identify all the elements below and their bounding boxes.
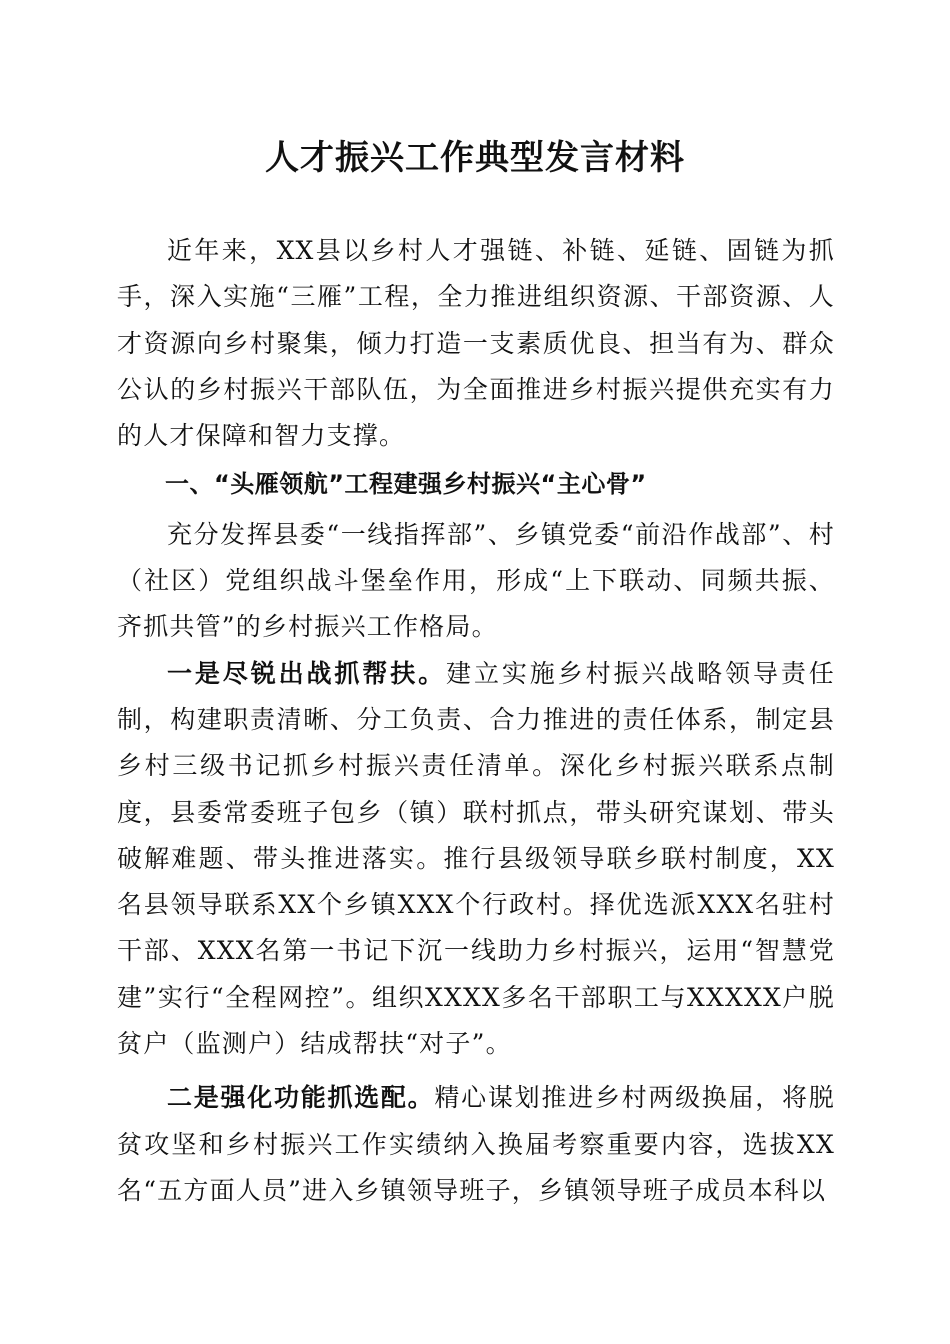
item-2-text: 精心谋划推进乡村两级换届，将脱贫攻坚和乡村振兴工作实绩纳入换届考察重要内容，选拔XX名“五方面人员”进入乡镇领导班子，乡镇领导班子成员本科以 [117, 1083, 835, 1205]
item-2-lead: 二是强化功能抓选配。 [167, 1083, 435, 1113]
item-1-lead: 一是尽锐出战抓帮扶。 [167, 658, 447, 688]
section-heading-1: 一、“头雁领航”工程建强乡村振兴“主心骨” [165, 470, 647, 499]
section-1-paragraph: 充分发挥县委“一线指挥部”、乡镇党委“前沿作战部”、村（社区）党组织战斗堡垒作用，形成“上下联动、同频共振、齐抓共管”的乡村振兴工作格局。 [117, 519, 835, 642]
item-1-paragraph [117, 651, 835, 1068]
item-2-paragraph [117, 1075, 835, 1214]
document-title: 人才振兴工作典型发言材料 [265, 138, 685, 178]
item-1-text: 建立实施乡村振兴战略领导责任制，构建职责清晰、分工负责、合力推进的责任体系，制定县乡村三级书记抓乡村振兴责任清单。深化乡村振兴联系点制度，县委常委班子包乡（镇）联村抓点，带头研究谋划、带头破解难题、带头推进落实。推行县级领导联乡联村制度，XX名县领导联系XX个乡镇XXX个行政村。择优选派XXX名驻村干部、XXX名第一书记下沉一线助力乡村振兴，运用“智慧党建”实行“全程网控”。组织XXXX多名干部职工与XXXXX户脱贫户（监测户）结成帮扶“对子”。 [117, 658, 835, 1059]
document-body [117, 228, 835, 1214]
intro-paragraph: 近年来，XX县以乡村人才强链、补链、延链、固链为抓手，深入实施“三雁”工程，全力推进组织资源、干部资源、人才资源向乡村聚集，倾力打造一支素质优良、担当有为、群众公认的乡村振兴干部队伍，为全面推进乡村振兴提供充实有力的人才保障和智力支撑。 [117, 236, 835, 451]
